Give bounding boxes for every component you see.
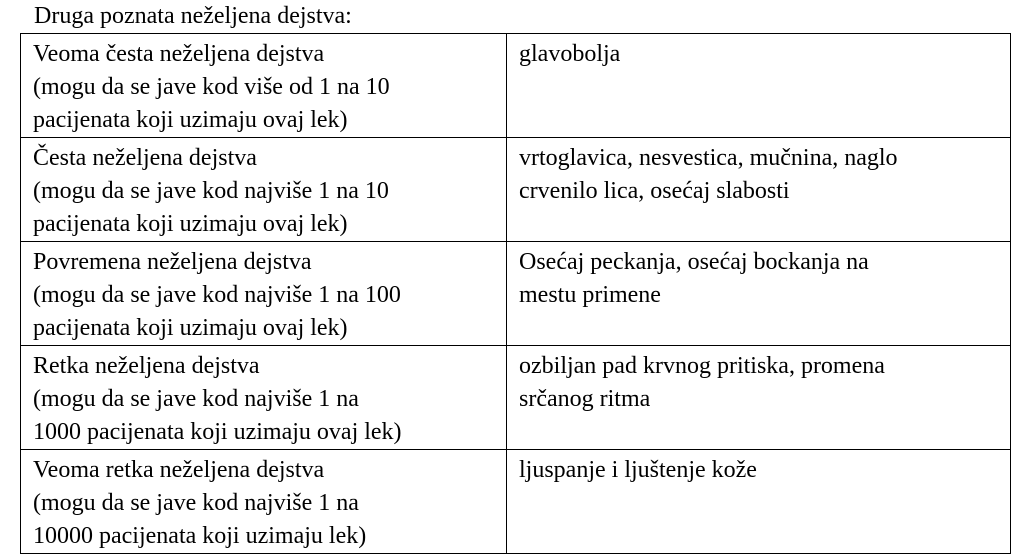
category-line: pacijenata koji uzimaju ovaj lek) bbox=[33, 315, 348, 341]
frequency-category-cell bbox=[21, 346, 507, 450]
category-line: (mogu da se jave kod više od 1 na 10 bbox=[33, 74, 390, 100]
table-row bbox=[21, 34, 1011, 138]
category-line: (mogu da se jave kod najviše 1 na bbox=[33, 490, 359, 516]
category-line: 1000 pacijenata koji uzimaju ovaj lek) bbox=[33, 419, 402, 445]
frequency-category-cell bbox=[21, 242, 507, 346]
effects-line: Osećaj peckanja, osećaj bockanja na bbox=[519, 249, 869, 275]
table-row bbox=[21, 138, 1011, 242]
effects-line: mestu primene bbox=[519, 282, 661, 308]
table-row bbox=[21, 346, 1011, 450]
category-line: Povremena neželjena dejstva bbox=[33, 249, 312, 275]
category-line: pacijenata koji uzimaju ovaj lek) bbox=[33, 107, 348, 133]
effects-line: vrtoglavica, nesvestica, mučnina, naglo bbox=[519, 145, 898, 171]
category-line: (mogu da se jave kod najviše 1 na 10 bbox=[33, 178, 389, 204]
category-line: (mogu da se jave kod najviše 1 na bbox=[33, 386, 359, 412]
category-line: Retka neželjena dejstva bbox=[33, 353, 260, 379]
category-line: pacijenata koji uzimaju ovaj lek) bbox=[33, 211, 348, 237]
category-line: Veoma retka neželjena dejstva bbox=[33, 457, 325, 483]
frequency-category-cell bbox=[21, 34, 507, 138]
category-line: Veoma česta neželjena dejstva bbox=[33, 41, 325, 67]
frequency-category-cell bbox=[21, 450, 507, 554]
section-heading: Druga poznata neželjena dejstva: bbox=[34, 3, 352, 29]
category-line: (mogu da se jave kod najviše 1 na 100 bbox=[33, 282, 401, 308]
effects-cell bbox=[507, 450, 1011, 554]
table-row bbox=[21, 242, 1011, 346]
effects-cell bbox=[507, 138, 1011, 242]
effects-line: glavobolja bbox=[519, 41, 621, 67]
effects-cell bbox=[507, 34, 1011, 138]
effects-line: crvenilo lica, osećaj slabosti bbox=[519, 178, 790, 204]
category-line: Česta neželjena dejstva bbox=[33, 145, 257, 171]
table-row bbox=[21, 450, 1011, 554]
effects-line: ozbiljan pad krvnog pritiska, promena bbox=[519, 353, 885, 379]
effects-line: srčanog ritma bbox=[519, 386, 651, 412]
side-effects-table bbox=[20, 33, 1011, 554]
effects-cell bbox=[507, 242, 1011, 346]
effects-line: ljuspanje i ljuštenje kože bbox=[519, 457, 757, 483]
category-line: 10000 pacijenata koji uzimaju lek) bbox=[33, 523, 367, 549]
frequency-category-cell bbox=[21, 138, 507, 242]
effects-cell bbox=[507, 346, 1011, 450]
